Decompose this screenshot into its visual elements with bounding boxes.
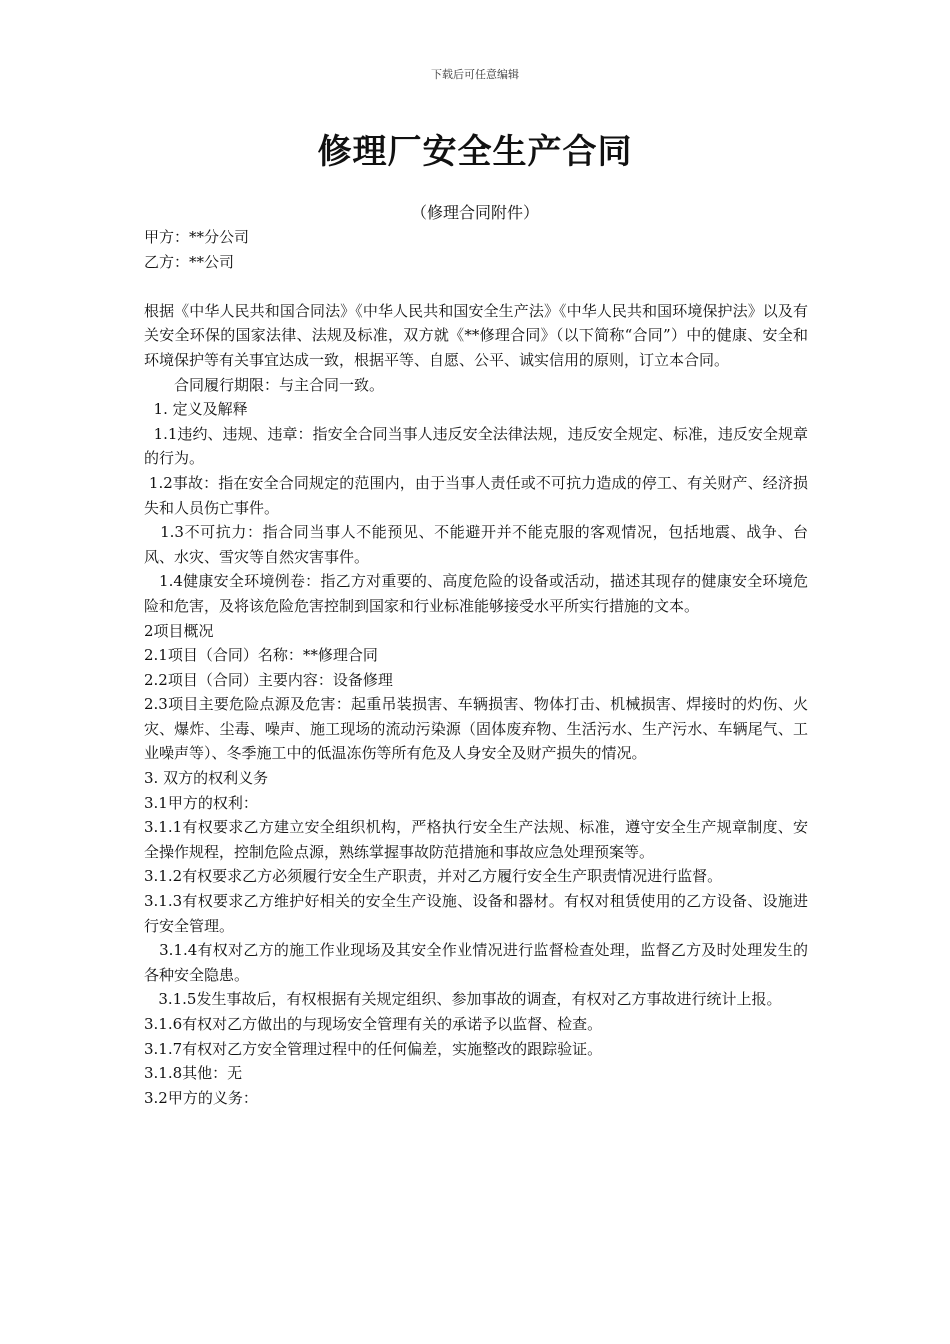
paragraph: 1.3不可抗力：指合同当事人不能预见、不能避开并不能克服的客观情况，包括地震、战争、台风、水灾、雪灾等自然灾害事件。 <box>144 523 808 566</box>
paragraph: 3.2甲方的义务： <box>144 1088 258 1107</box>
header-note: 下载后可任意编辑 <box>431 68 519 81</box>
paragraph: 3.1.3有权要求乙方维护好相关的安全生产设施、设备和器材。有权对租赁使用的乙方设备、设施进行安全管理。 <box>144 892 808 935</box>
paragraph: 1.1违约、违规、违章：指安全合同当事人违反安全法律法规，违反安全规定、标准，违反安全规章的行为。 <box>144 424 808 468</box>
paragraph: 2.2项目（合同）主要内容：设备修理 <box>144 670 393 689</box>
paragraph: 1. 定义及解释 <box>144 400 248 419</box>
paragraph: 3.1.1有权要求乙方建立安全组织机构，严格执行安全生产法规、标准，遵守安全生产规章制度、安全操作规程，控制危险点源，熟练掌握事故防范措施和事故应急处理预案等。 <box>144 818 808 861</box>
blank-line <box>144 274 808 299</box>
paragraph: 合同履行期限：与主合同一致。 <box>144 375 385 394</box>
document-body <box>144 225 808 1110</box>
paragraph: 1.2事故：指在安全合同规定的范围内，由于当事人责任或不可抗力造成的停工、有关财产、经济损失和人员伤亡事件。 <box>144 473 808 517</box>
paragraph: 3.1.2有权要求乙方必须履行安全生产职责，并对乙方履行安全生产职责情况进行监督。 <box>144 867 723 886</box>
paragraph: 2.1项目（合同）名称：**修理合同 <box>144 646 378 665</box>
page-title: 修理厂安全生产合同 <box>317 132 633 172</box>
paragraph: 3.1.8其他：无 <box>144 1064 243 1083</box>
paragraph: 2.3项目主要危险点源及危害：起重吊装损害、车辆损害、物体打击、机械损害、焊接时的灼伤、火灾、爆炸、尘毒、噪声、施工现场的流动污染源（固体废弃物、生活污水、生产污水、车辆尾气、工业噪声等）、冬季施工中的低温冻伤等所有危及人身安全及财产损失的情况。 <box>144 695 808 763</box>
paragraph: 根据《中华人民共和国合同法》《中华人民共和国安全生产法》《中华人民共和国环境保护法》以及有关安全环保的国家法律、法规及标准，双方就《**修理合同》（以下简称“合同”）中的健康、安全和环境保护等有关事宜达成一致，根据平等、自愿、公平、诚实信用的原则，订立本合同。 <box>144 301 808 369</box>
paragraph: 3.1.7有权对乙方安全管理过程中的任何偏差，实施整改的跟踪验证。 <box>144 1039 603 1058</box>
paragraph: 3.1.6有权对乙方做出的与现场安全管理有关的承诺予以监督、检查。 <box>144 1015 603 1033</box>
page-subtitle: （修理合同附件） <box>410 203 539 222</box>
paragraph: 3. 双方的权利义务 <box>144 769 269 788</box>
paragraph: 1.4健康安全环境例卷：指乙方对重要的、高度危险的设备或活动，描述其现存的健康安全环境危险和危害，及将该危险危害控制到国家和行业标准能够接受水平所实行措施的文本。 <box>144 572 808 615</box>
paragraph: 3.1甲方的权利： <box>144 793 258 812</box>
paragraph: 甲方：**分公司 <box>144 228 250 246</box>
paragraph: 3.1.5发生事故后，有权根据有关规定组织、参加事故的调查，有权对乙方事故进行统计上报。 <box>144 990 782 1009</box>
paragraph: 2项目概况 <box>144 621 214 640</box>
paragraph: 乙方：**公司 <box>144 252 235 271</box>
paragraph: 3.1.4有权对乙方的施工作业现场及其安全作业情况进行监督检查处理，监督乙方及时处理发生的各种安全隐患。 <box>144 941 808 984</box>
